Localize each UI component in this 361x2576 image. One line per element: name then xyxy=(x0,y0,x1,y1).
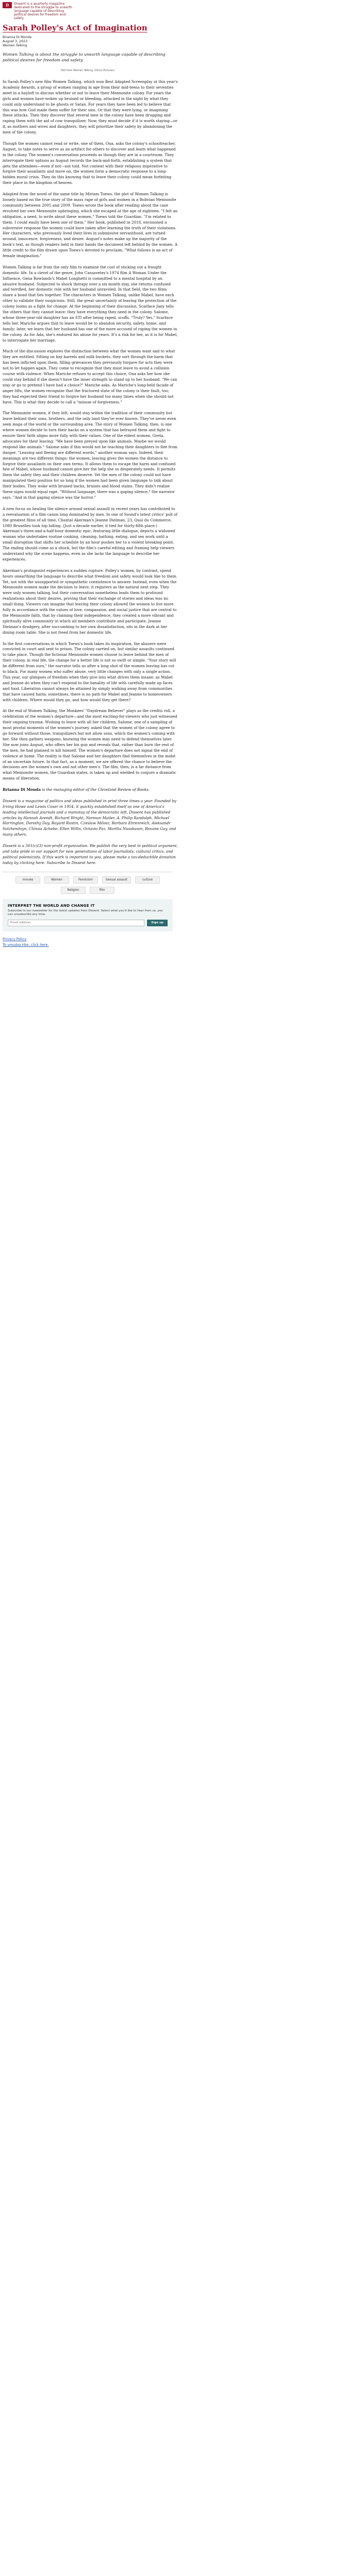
about-dissent-paragraph: Dissent is a magazine of politics and ideas published in print three times a year. Founded by Irving Howe and Lewis Coser in 1954, it quickly established itself as one of America's leading intellectual journals and a mainstay of the democratic left. Dissent has published articles by Hannah Arendt, Richard Wright, Norman Mailer, A. Philip Randolph, Michael Harrington, Dorothy Day, Bayard Rustin, Czeslaw Milosz, Barbara Ehrenreich, Aleksandr Solzhenitsyn, Chinua Achebe, Ellen Willis, Octavio Paz, Martha Nussbaum, Roxane Gay, and many others. xyxy=(3,798,176,837)
author-bio-text: is the managing editor of the Cleveland Review of Books. xyxy=(40,787,150,792)
article-column xyxy=(0,0,178,948)
tag-movies[interactable]: movies xyxy=(15,876,40,884)
about-dissent xyxy=(3,799,178,866)
article-paragraph: The Mennonite women, if they left, would stay within the tradition of their community but leave behind their sons, brothers, and the only land they've ever known. They've never even seen maps of the world or the surrounding area. The story of Women Talking, then, is one where women decide to turn their backs on a system that has betrayed them and fight to ensure their faith aligns more fully with their values. One of the eldest women, Greta, advocates for their leaving: "We have been preyed upon like animals. Maybe we would respond like animals." Salome asks if this would not be teaching their daughters to flee from danger. "Leaving and fleeing are different words," another woman says. Indeed, their meanings are two different things: the women, leaving gives the women the distance to forgive their assailants on their own terms. It allows them to escape the harm and confused fate of Mabel, whose husband cannot give her the help she so desperately needs. It permits them the safety they and their children deserve. Yet the men of the colony could not have manipulated their position for so long if the women had been given language to talk about their bodies. They woke with bruised backs, bruises and blood stains. They didn't realize these signs would equal rape. "Without language, there was a gaping silence," the narrator says. "And in that gaping silence was the horror." xyxy=(3,411,177,500)
article-paragraph: At the end of Women Talking, the Monkees' "Daydream Believer" plays as the credits roll, a celebration of the women's departure—and the most exciting-for-viewers who just witnessed their ongoing trauma. Wishing to leave with all her children, Salome, one of a sampling of most pivotal moments of the women's journey, asked that the women of the colony agree to go forward without those, tranquilizers but not allow sons, which the women's coming with her. She then gathers weapons, knowing the women may need to defend themselves later. She now joins August, who offers her his gun and reveals that, rather than burn the rest of the men, he had planned to kill himself. The women's departure does not signal the end of violence at home. The reality is that Salome and her daughters find themselves in the midst of an uncertain future. In that fact, as a moment, we are offered the chance to believe the decisions are the women's own and not other men's. The film, then, is a far distance from what Mennonite women, the Guardian states, is taken up and wielded to conjure a dramatic means of liberation. xyxy=(3,708,177,781)
tag-women[interactable]: Women xyxy=(44,876,69,884)
unsubscribe-link[interactable]: To unsubscribe, click here. xyxy=(3,942,49,947)
tag-culture[interactable]: culture xyxy=(135,876,160,884)
article-paragraph: In the first conversations in which Toews's book takes its inspiration, the abusers were convicted in court and sent to prison. The colony carried on, but similar assaults continued to take place. Though the fictional Mennonite women choose to leave behind the men of their colony, in real life, the change for a better life is not so swift or simple. "Your story will be different from ours," the narrator tells us after a long shot of the women leaving has cut to black. For many women who suffer abuse, very little changes with only a single action. This year, our glimpses of freedom when they give into what drives them insane, as Mabel and Jeanne do when they can't respond to the banality of life with carefully made up faces and food. Liberation cannot always be attained by simply walking away from communities that have caused harm; sometimes, there is no path for Mabel and Jeanne to homeowners with children. Where would they go, and how would they get there? xyxy=(3,641,176,702)
newsletter-signup-button[interactable]: Sign up xyxy=(147,920,168,926)
article-section[interactable]: Women Talking xyxy=(3,44,27,47)
about-dissent-paragraph: Dissent is a 501(c)(3) non-profit organization. We publish the very best in political argument, and take pride in our support for new generations of labor journalists, cultural critics, and political polemicists. If this work is important to you, please make a tax-deductible donation today by clicking here. Subscribe to Dissent here. xyxy=(3,843,178,865)
page-container xyxy=(0,0,361,948)
svg-text:D: D xyxy=(5,3,9,8)
article-body xyxy=(3,79,178,782)
header xyxy=(3,0,178,20)
tag-list xyxy=(3,876,173,894)
newsletter-form xyxy=(8,920,168,926)
newsletter-email-input[interactable] xyxy=(8,920,144,926)
tag-feminism[interactable]: Feminism xyxy=(73,876,98,884)
article-paragraph: Adapted from the novel of the same title by Miriam Toews, the plot of Women Talking is loosely based on the true story of the mass rape of girls and women in a Bolivian Mennonite community between 2005 and 2009. Toews wrote the book after reading about the case revolved her own Mennonite upbringing, which she escaped at the age of eighteen. "I felt an obligation, a need, to write about these women," Toews told the Guardian. "I'm related to them. I could easily have been one of them." Her book, published in 2018, envisioned a subversive response the women could have taken after learning the truth of their violations. Her characters, who previously lived their lives in submissive servanthood, are turned around, innocence, forgiveness, and desire. August's notes make up the majority of the book's text, as though readers held in their hands the document left behind by the women. A little credit to the film drawn upon Toews's devoted to proclaim, "What follows is an act of female imagination." xyxy=(3,192,178,259)
article-title[interactable]: Sarah Polley's Act of Imagination xyxy=(3,23,147,32)
article-author[interactable]: Brianna Di Monda xyxy=(3,36,32,39)
privacy-policy-link[interactable]: Privacy Policy xyxy=(3,937,27,941)
dissent-logo-icon[interactable] xyxy=(3,2,12,8)
author-bio-name: Brianna Di Monda xyxy=(3,787,41,792)
article-paragraph: In Sarah Polley's new film Women Talking, which won Best Adapted Screenplay at this year's Academy Awards, a group of women ranging in age from their mid-teens to their seventies meet in a hayloft to discuss whether or not to leave their Mennonite colony. For years the girls and women have woken up bruised or bleeding, attacked in the night by what they could only understand to be ghosts or Satan. For years they have been led to believe that this was how God made them suffer for their sins. Or that they were lying, or imagining these attacks. Then they discover that several men in the colony have been drugging and raping them with the aid of cow tranquilizer. Now, they must decide if it is worth staying—or if, as mothers and wives and daughters, they will prioritize their safety by abandoning the men of the colony. xyxy=(3,79,178,135)
article-paragraph: Though the women cannot read or write, one of them, Ona, asks the colony's schoolteacher, August, to take notes to serve as an artifact for others to discover and learn what happened in the colony. The women's conversation proceeds as though they are in a courtroom. They interrogate their options as August records the back-and-forth, establishing a system that gets the attendees—even if not—not told. Not content with their religious imperative to forgive their assailants and move on, the women form a democratic response to a long-hidden moral crisis. They do this knowing that to leave their colony could mean forfeiting their place in the kingdom of heaven. xyxy=(3,141,176,185)
article-paragraph: Akerman's protagonist experiences a sudden rupture. Polley's women, by contrast, spend hours unearthing the language to describe what freedom and safety would look like to them. Yet, not with the unsupported or sympathetic coexistence to answer. Instead, even when the Mennonite women make the decision to leave, it registers as the natural next step. They were only women talking, but their conversation nonetheless leads them to profound realizations about their desires, proving that their exchange of stories and ideas was no small thing. Viewers can imagine that leaving their colony allowed the women to live more fully in accordance with the values of love, compassion, and social justice that are central to the Mennonite faith, that by claiming their independence, they created a more vibrant and spiritually alive community in which all members contribute and participate. Jeanne Dielman's drudgery, after succumbing to her own dissatisfaction, sits in the dark at her dining room table. She is not freed from her domestic life. xyxy=(3,568,177,635)
tag-sexual-assault[interactable]: Sexual assault xyxy=(102,876,131,884)
article-subtitle: Women Talking is about the struggle to unearth language capable of describing political desires for freedom and safety. xyxy=(3,52,166,62)
article-paragraph: Much of the discussion explores the distinction between what the women want and to what they are entitled. Sitting on hay barrels and milk buckets, they sort through the harm that has been inflicted upon them, filling grievances they previously forgave for acts they were not to let happen again. They come to recognize that they must leave to avoid a collision course with violence. When Mariche refuses to accept this choice, Ona asks her how she could stay behind if she doesn't have the inner strength to stand up to her husband. "We can stay or go to pretend I have had a choice?" Mariche asks. As Mariche's long-held facade of anger lifts, the women recognize that the fractured state of the colony is their fault, too; they had expected their friend to forgive her husband too many times when she should not have. This is what they decide to call a "misuse of forgiveness." xyxy=(3,349,177,404)
newsletter-title: INTERPRET THE WORLD AND CHANGE IT xyxy=(8,903,95,908)
hero-caption: Still from Women Talking. (Orion Pictures) xyxy=(61,69,114,72)
newsletter-signup xyxy=(3,899,173,931)
footer xyxy=(3,937,178,948)
article-paragraph: A new focus on healing the silence around sexual assault in recent years has contributed to a reevaluation of a film canon long dominated by men. In one of Sound's latest critics' poll of the greatest films of all time, Chantal Akerman's Jeanne Dielman, 23, Quai du Commerce, 1080 Bruxelles took top billing. (Just a decade earlier, it tied for thirty-fifth place.) Akerman's three-and-a-half-hour domestic epic, featuring little dialogue, depicts a widowed woman who undertakes routine cooking, cleaning, bathing, eating, and sex work until a small disruption that shifts her schedule by an hour pushes her to a violent breaking point. The ending should come as a shock, but the film's careful editing and framing help viewers understand why the scene happens, even as she lacks the language to describe her experiences. xyxy=(3,506,177,562)
newsletter-description: Subscribe to our newsletter for the latest updates from Dissent. Select what you'd like to hear from us, you can unsubscribe any time. xyxy=(8,909,163,916)
article-date: August 3, 2023 xyxy=(3,40,28,43)
tag-film[interactable]: film xyxy=(90,887,114,894)
site-tagline: Dissent is a quarterly magazine dedicated to the struggle to unearth language capable of describing political desires for freedom and safety xyxy=(14,2,72,20)
tag-religion[interactable]: Religion xyxy=(61,887,86,894)
hero-image xyxy=(3,68,173,69)
article-paragraph: Women Talking is far from the only film to examine the cost of sticking out a fraught domestic life. In a clevel of the genre, John Cassavetes's 1974 film A Woman Under the Influence, Gena Rowlands's Mabel Longhetti is committed to a mental hospital by an abusive husband. Subjected to shock therapy over a six month stay, she returns confused and terrified, her domestic role with her husband unraveled. In that field, the two films share a bond that ties together. The characters in Women Talking, unlike Mabel, have each other to validate their suspicions. Still, the great uncertainty of leaving the protection of the colony looms as a fight for change. At the beginning of their discussion, Scarface Jany tells the others that they cannot leave: they have everything they need in the colony. Salome, whose three-year-old daughter has an STI after being raped, scoffs. "Truly? Yes," Scarface tells her. Mariche argues that to leave would be to abandon security, safety, home, and family; later, we learn that her husband has one of the more accused of raping the women in the colony. As for Ada, she's endured his abuse for years. It's a risk for her, as it is for Mabel, to interrogate her marriage. xyxy=(3,264,178,343)
author-bio xyxy=(3,787,178,793)
